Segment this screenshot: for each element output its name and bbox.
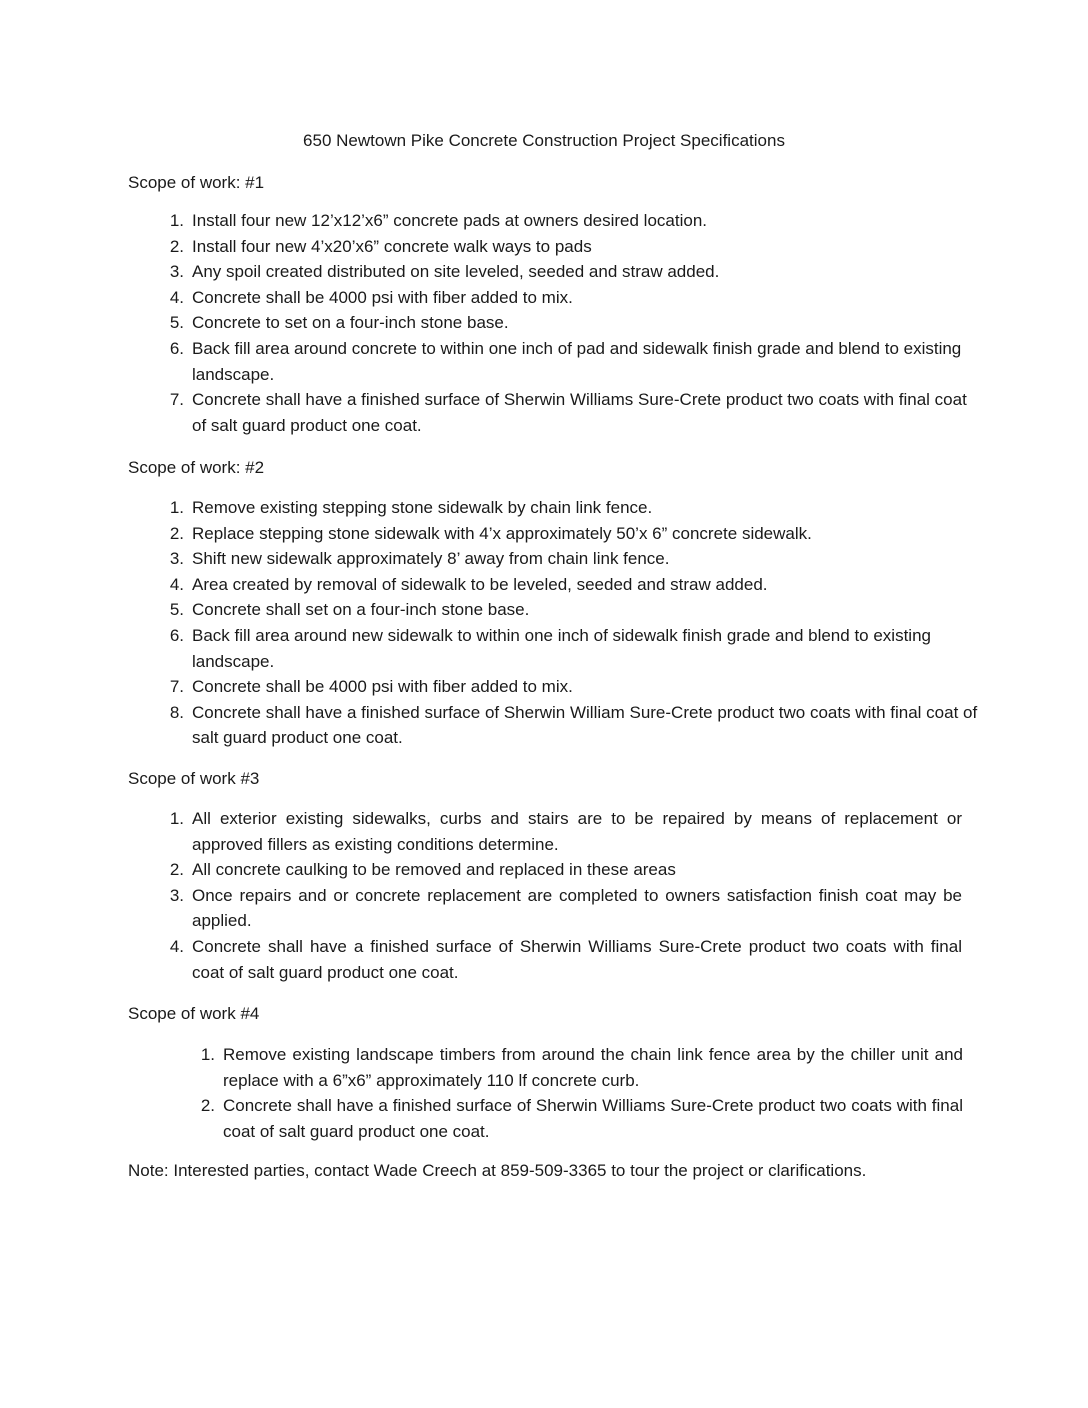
scope-list-3 — [169, 806, 962, 985]
list-item: 4. Concrete shall be 4000 psi with fiber added to mix. — [169, 287, 573, 307]
list-item: 4. Area created by removal of sidewalk to be leveled, seeded and straw added. — [169, 574, 768, 594]
list-item: 4. Concrete shall have a finished surface of Sherwin Williams Sure-Crete product two coats with final coat of salt guard product one coat. — [169, 936, 962, 982]
list-item: 3. Shift new sidewalk approximately 8’ away from chain link fence. — [169, 549, 670, 569]
scope-heading-4: Scope of work #4 — [128, 1004, 260, 1023]
scope-list-2 — [169, 495, 982, 751]
list-item: 1. Install four new 12’x12’x6” concrete pads at owners desired location. — [169, 211, 708, 230]
scope-heading-3: Scope of work #3 — [128, 769, 260, 788]
scope-heading-2: Scope of work: #2 — [128, 458, 265, 477]
scope-list-1 — [169, 208, 982, 438]
list-item: 5. Concrete to set on a four-inch stone base. — [169, 313, 509, 333]
list-item: 2. Install four new 4’x20’x6” concrete walk ways to pads — [169, 236, 592, 256]
list-item: 7. Concrete shall have a finished surface of Sherwin Williams Sure-Crete product two coats with final coat of salt guard product one coat. — [169, 390, 967, 435]
list-item: 3. Any spoil created distributed on site leveled, seeded and straw added. — [169, 262, 720, 282]
list-item: 2. Concrete shall have a finished surface of Sherwin Williams Sure-Crete product two coats with final coat of salt guard product one coat. — [200, 1096, 963, 1141]
list-item: 6. Back fill area around new sidewalk to within one inch of sidewalk finish grade and blend to existing landscape. — [169, 625, 931, 671]
list-item: 6. Back fill area around concrete to within one inch of pad and sidewalk finish grade and blend to existing landscape. — [169, 338, 962, 384]
list-item: 1. Remove existing landscape timbers from around the chain link fence area by the chiller unit and replace with a 6”x6” approximately 110 lf concrete curb. — [200, 1045, 963, 1090]
list-item: 2. Replace stepping stone sidewalk with 4’x approximately 50’x 6” concrete sidewalk. — [169, 523, 812, 543]
list-item: 7. Concrete shall be 4000 psi with fiber added to mix. — [169, 677, 573, 697]
list-item: 2. All concrete caulking to be removed and replaced in these areas — [169, 860, 676, 880]
scope-list-4 — [200, 1042, 963, 1144]
list-item: 8. Concrete shall have a finished surface of Sherwin William Sure-Crete product two coats with final coat of salt guard product one coat. — [169, 702, 978, 748]
document-title: 650 Newtown Pike Concrete Construction Project Specifications — [303, 131, 785, 150]
list-item: 1. All exterior existing sidewalks, curbs and stairs are to be repaired by means of replacement or approved fillers as existing conditions determine. — [169, 809, 962, 854]
list-item: 1. Remove existing stepping stone sidewalk by chain link fence. — [169, 498, 653, 517]
list-item: 3. Once repairs and or concrete replacement are completed to owners satisfaction finish coat may be applied. — [169, 885, 962, 931]
list-item: 5. Concrete shall set on a four-inch stone base. — [169, 600, 530, 620]
contact-note: Note: Interested parties, contact Wade Creech at 859-509-3365 to tour the project or clarifications. — [128, 1161, 867, 1180]
scope-heading-1: Scope of work: #1 — [128, 173, 265, 192]
